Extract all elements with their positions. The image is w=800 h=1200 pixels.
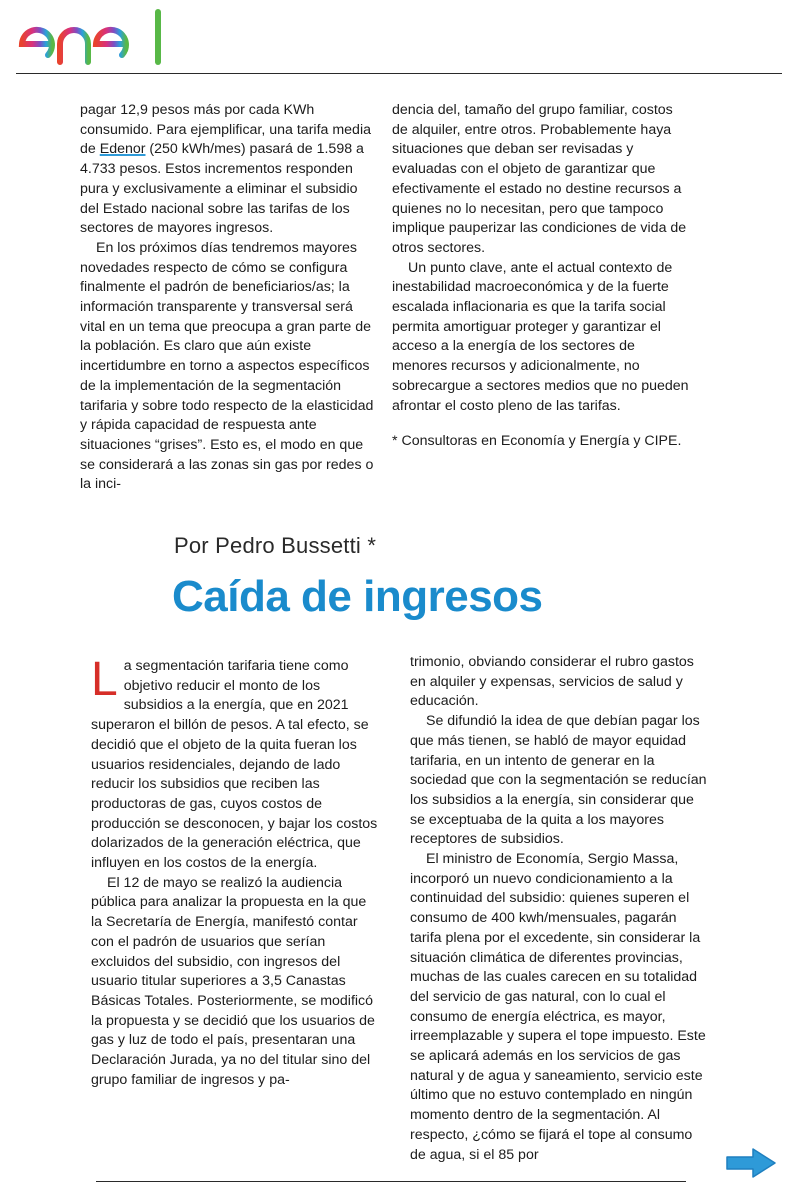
article1-p1-text-b: (250 kWh/mes) pasará de 1.598 a 4.733 pesos. Estos incrementos responden pura y exclusivamente a eliminar el subsidio del Estado nacional sobre las tarifas de los sectores de mayores ingresos. <box>80 141 364 237</box>
article1-paragraph-2: En los próximos días tendremos mayores novedades respecto de cómo se configura finalmente el padrón de beneficiarios/as; la información transparente y transversal será vital en un tema que preocupa a gran parte de la población. Es claro que aún existe incertidumbre en torno a aspectos específicos de la implementación de la segmentación tarifaria y sobre todo respecto de la elasticidad y rápida capacidad de respuesta ante situaciones “grises”. Esto es, el modo en que se considerará a las zonas sin gas por redes o la inci- <box>80 239 374 493</box>
article2-p1-text: a segmentación tarifaria tiene como objetivo reducir el monto de los subsidios a la energía, que en 2021 superaron el billón de pesos. A tal efecto, se decidió que el objeto de la quita fueran los usuarios residenciales, dejando de lado reducir los subsidios que reciben las productoras de gas, cuyos costos de producción se desconocen, y bajar los costos dolarizados de la generación eléctrica, que influyen en los costos de la energía. <box>91 658 378 872</box>
article2-paragraph-5: El ministro de Economía, Sergio Massa, incorporó un nuevo condicionamiento a la continuidad del subsidio: quienes superen el consumo de 400 kwh/mensuales, pagarán tarifa plena por el excedente, sin considerar la situación climática de diferentes provincias, muchas de las cuales carecen en su totalidad del servicio de gas natural, con lo cual el consumo de energía eléctrica, es mayor, irreemplazable y supera el tope impuesto. Este se aplicará además en los servicios de gas natural y de agua y saneamiento, servicio este último que no estuvo contemplado en ningún momento dentro de la segmentación. Al respecto, ¿cómo se fijará el tope al consumo de agua, si el 85 por <box>410 851 706 1163</box>
article1-column-left <box>80 101 376 495</box>
article2-paragraph-2: El 12 de mayo se realizó la audiencia pública para analizar la propuesta en la que la Secretaría de Energía, manifestó contar con el padrón de usuarios que serían excluidos del subsidio, con ingresos del usuario titular superiores a 3,5 Canastas Básicas Totales. Posteriormente, se modificó la propuesta y se decidió que los usuarios de gas y luz de todo el país, presentaran una Declaración Jurada, ya no del titular sino del grupo familiar de ingresos y pa- <box>91 874 375 1088</box>
article2-column-right <box>410 653 708 1165</box>
enel-logo <box>18 6 173 68</box>
article2-paragraph-1 <box>91 653 381 874</box>
footer-divider <box>96 1181 686 1182</box>
article1-p1-text-a: pagar 12,9 pesos más por cada KWh consumido. Para ejemplificar, una tarifa media de <box>80 102 371 158</box>
article2-byline: Por Pedro Bussetti * <box>174 533 377 558</box>
article1-footnote: * Consultoras en Economía y Energía y CIPE. <box>392 433 682 450</box>
header-divider <box>16 73 782 74</box>
article1-paragraph-1 <box>80 101 376 239</box>
next-page-button[interactable] <box>725 1146 777 1180</box>
drop-cap: L <box>91 653 118 706</box>
article1-column-right <box>392 101 690 452</box>
article1-paragraph-4: Un punto clave, ante el actual contexto de inestabilidad macroeconómica y de la fuerte escalada inflacionaria es que la tarifa social permita amortiguar proteger y garantizar el acceso a la energía de los sectores de menores recursos y adicionalmente, no sobrecargue a sectores medios que no pueden afrontar el costo pleno de las tarifas. <box>392 259 689 414</box>
edenor-link[interactable]: Edenor <box>99 141 146 158</box>
article2-paragraph-3: trimonio, obviando considerar el rubro gastos en alquiler y expensas, servicios de salud y educación. <box>410 654 694 710</box>
article2-title: Caída de ingresos <box>172 572 543 621</box>
enel-logo-graphic <box>18 6 173 68</box>
article2-column-left <box>91 653 381 1090</box>
article1-paragraph-3: dencia del, tamaño del grupo familiar, costos de alquiler, entre otros. Probablemente haya situaciones que deban ser revisadas y evaluadas con el objeto de garantizar que efectivamente el estado no destine recursos a quienes no lo necesitan, pero que tampoco implique pauperizar las condiciones de vida de otros sectores. <box>392 102 687 256</box>
right-arrow-icon <box>725 1146 777 1180</box>
article2-paragraph-4: Se difundió la idea de que debían pagar los que más tienen, se habló de mayor equidad tarifaria, en un intento de generar en la sociedad que con la segmentación se reducían los subsidios a la energía, sin considerar que se exceptuaba de la quita a los mayores receptores de subsidios. <box>410 713 707 848</box>
